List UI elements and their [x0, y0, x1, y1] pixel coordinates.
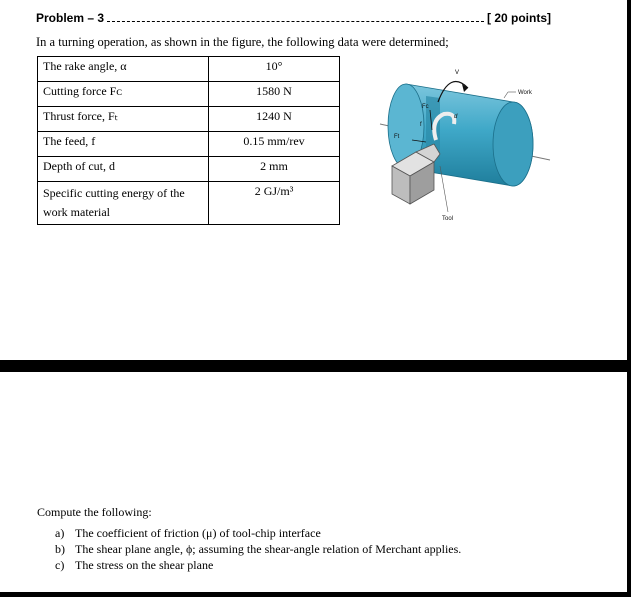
questions-section [37, 505, 461, 574]
problem-points: [ 20 points] [486, 11, 551, 25]
question-text: The stress on the shear plane [75, 558, 214, 572]
table-row [38, 157, 340, 182]
table-row [38, 57, 340, 82]
heading-dash-line [107, 21, 484, 22]
list-item [55, 526, 461, 541]
ft-label: Ft [394, 134, 400, 140]
questions-list [37, 526, 461, 573]
problem-title: Problem – 3 [36, 11, 105, 25]
depth-of-cut-label: Depth of cut, d [38, 157, 209, 182]
d-label: d [454, 114, 458, 120]
question-marker: c) [55, 558, 65, 572]
rake-angle-label: The rake angle, α [38, 57, 209, 82]
problem-heading [36, 10, 551, 26]
questions-prompt: Compute the following: [37, 505, 152, 519]
rake-angle-value: 10° [209, 57, 340, 82]
thrust-force-value: 1240 N [209, 107, 340, 132]
question-text: The coefficient of friction (μ) of tool-chip interface [75, 526, 321, 540]
question-marker: b) [55, 542, 65, 556]
question-text: The shear plane angle, ϕ; assuming the shear-angle relation of Merchant applies. [75, 542, 462, 556]
list-item [55, 558, 461, 573]
table-row [38, 182, 340, 225]
cutting-force-label: Cutting force Fᴄ [38, 82, 209, 107]
work-right-face [493, 102, 533, 186]
problem-page-bottom [0, 372, 627, 592]
list-item [55, 542, 461, 557]
f-label: f [420, 122, 422, 128]
specific-energy-label: Specific cutting energy of the work material [38, 182, 209, 225]
work-leader [504, 92, 508, 98]
feed-label: The feed, f [38, 132, 209, 157]
turning-diagram [378, 62, 553, 232]
table-row [38, 107, 340, 132]
fc-label: Fc [422, 104, 429, 110]
problem-intro: In a turning operation, as shown in the figure, the following data were determined; [36, 35, 449, 49]
cutting-force-value: 1580 N [209, 82, 340, 107]
specific-energy-value: 2 GJ/m³ [209, 182, 340, 225]
feed-value: 0.15 mm/rev [209, 132, 340, 157]
work-label: Work [518, 90, 532, 96]
depth-of-cut-value: 2 mm [209, 157, 340, 182]
question-marker: a) [55, 526, 65, 540]
turning-figure [378, 62, 553, 232]
data-table [37, 56, 340, 225]
velocity-label: V [455, 70, 460, 76]
table-row [38, 132, 340, 157]
thrust-force-label: Thrust force, Fₜ [38, 107, 209, 132]
tool-label: Tool [442, 216, 454, 222]
table-row [38, 82, 340, 107]
